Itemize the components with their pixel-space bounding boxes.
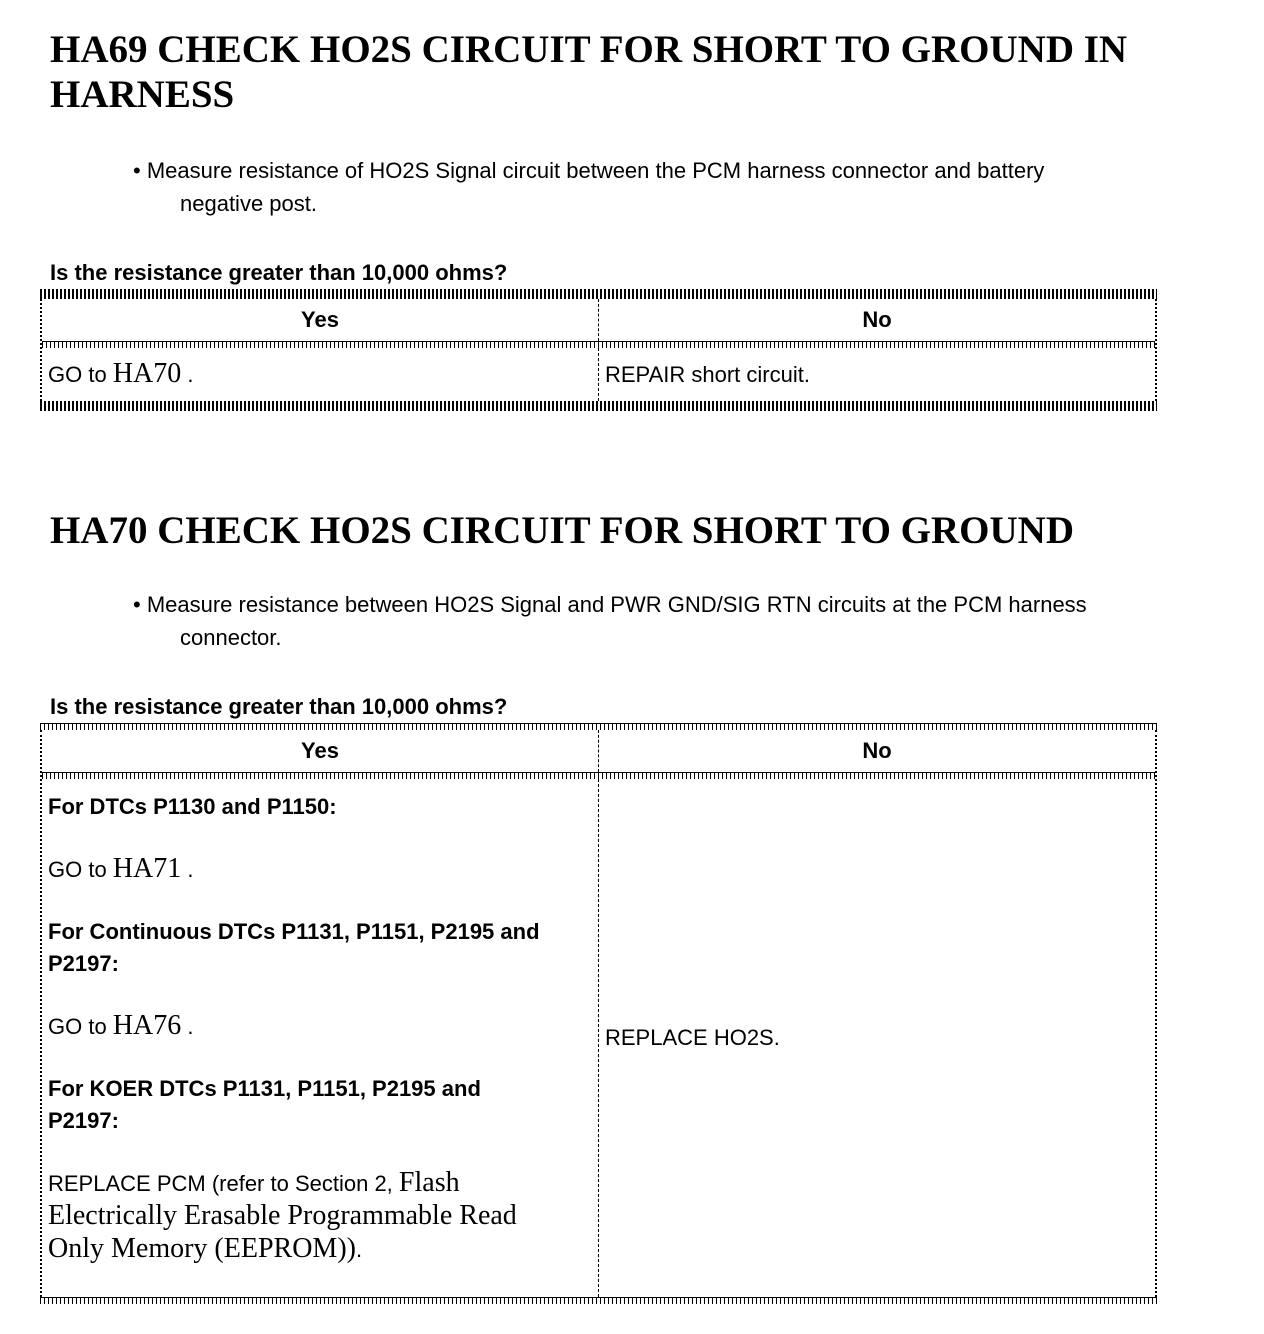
- table-bottom-border: [40, 401, 1157, 411]
- question-text: Is the resistance greater than 10,000 ohms?: [50, 260, 508, 285]
- procedure-text: Measure resistance of HO2S Signal circuit between the PCM harness connector and battery negative post.: [146, 158, 1045, 216]
- replace-pcm-suffix: .: [355, 1237, 363, 1262]
- no-cell: [599, 779, 1155, 1297]
- yes-column-header: [42, 299, 599, 341]
- bullet-icon: •: [133, 592, 141, 617]
- header-separator: [42, 341, 1155, 348]
- link-eeprom-section[interactable]: Flash Electrically Erasable Programmable Read Only Memory (EEPROM)): [48, 1167, 517, 1264]
- no-action-text: REPAIR short circuit.: [605, 361, 810, 387]
- procedure-text: Measure resistance between HO2S Signal and PWR GND/SIG RTN circuits at the PCM harness connector.: [146, 592, 1087, 650]
- decision-table-ha69: [40, 289, 1157, 411]
- no-column-header: [599, 730, 1155, 772]
- condition-dtc-text: For DTCs P1130 and P1150:: [48, 794, 337, 819]
- no-header-label: No: [862, 738, 892, 763]
- section-ha70: [0, 508, 1264, 1304]
- replace-pcm-instruction: [48, 1167, 548, 1266]
- no-action-text: REPLACE HO2S.: [605, 1025, 780, 1050]
- procedure-bullet: [133, 588, 1133, 654]
- goto-instruction: [48, 1010, 548, 1043]
- section-ha69: [0, 27, 1264, 411]
- yes-header-label: Yes: [301, 738, 339, 763]
- table-grid: [40, 299, 1157, 401]
- yes-cell: [42, 779, 599, 1297]
- procedure-bullet: [133, 154, 1133, 220]
- condition-continuous-dtc-text: For Continuous DTCs P1131, P1151, P2195 and P2197:: [48, 919, 540, 976]
- bullet-icon: •: [133, 158, 141, 183]
- table-grid: [40, 730, 1157, 1297]
- table-top-border: [40, 723, 1157, 730]
- condition-koer-dtc-text: For KOER DTCs P1131, P1151, P2195 and P2197:: [48, 1076, 481, 1133]
- section-title-ha70: HA70 CHECK HO2S CIRCUIT FOR SHORT TO GROUND: [50, 509, 1074, 552]
- yes-cell: [42, 348, 599, 401]
- no-header-label: No: [862, 307, 892, 332]
- link-ha70[interactable]: HA70: [112, 358, 182, 389]
- goto-suffix: .: [187, 1014, 194, 1039]
- goto-prefix: GO to: [48, 1014, 107, 1039]
- goto-prefix: GO to: [48, 857, 107, 882]
- replace-pcm-prefix: REPLACE PCM (refer to Section 2,: [48, 1171, 393, 1196]
- no-column-header: [599, 299, 1155, 341]
- yes-column-header: [42, 730, 599, 772]
- goto-instruction: [48, 853, 548, 886]
- goto-suffix: .: [187, 857, 194, 882]
- decision-table-ha70: [40, 723, 1157, 1304]
- no-cell: [599, 348, 1155, 401]
- yes-header-label: Yes: [301, 307, 339, 332]
- question-text: Is the resistance greater than 10,000 ohms?: [50, 694, 508, 719]
- goto-suffix: .: [187, 362, 194, 387]
- link-ha71[interactable]: HA71: [112, 853, 182, 884]
- table-bottom-border: [40, 1297, 1157, 1304]
- header-separator: [42, 772, 1155, 779]
- goto-prefix: GO to: [48, 362, 107, 387]
- goto-instruction: [48, 358, 194, 391]
- section-title-ha69: HA69 CHECK HO2S CIRCUIT FOR SHORT TO GROUND IN HARNESS: [50, 28, 1128, 116]
- link-ha76[interactable]: HA76: [112, 1010, 182, 1041]
- table-top-border: [40, 289, 1157, 299]
